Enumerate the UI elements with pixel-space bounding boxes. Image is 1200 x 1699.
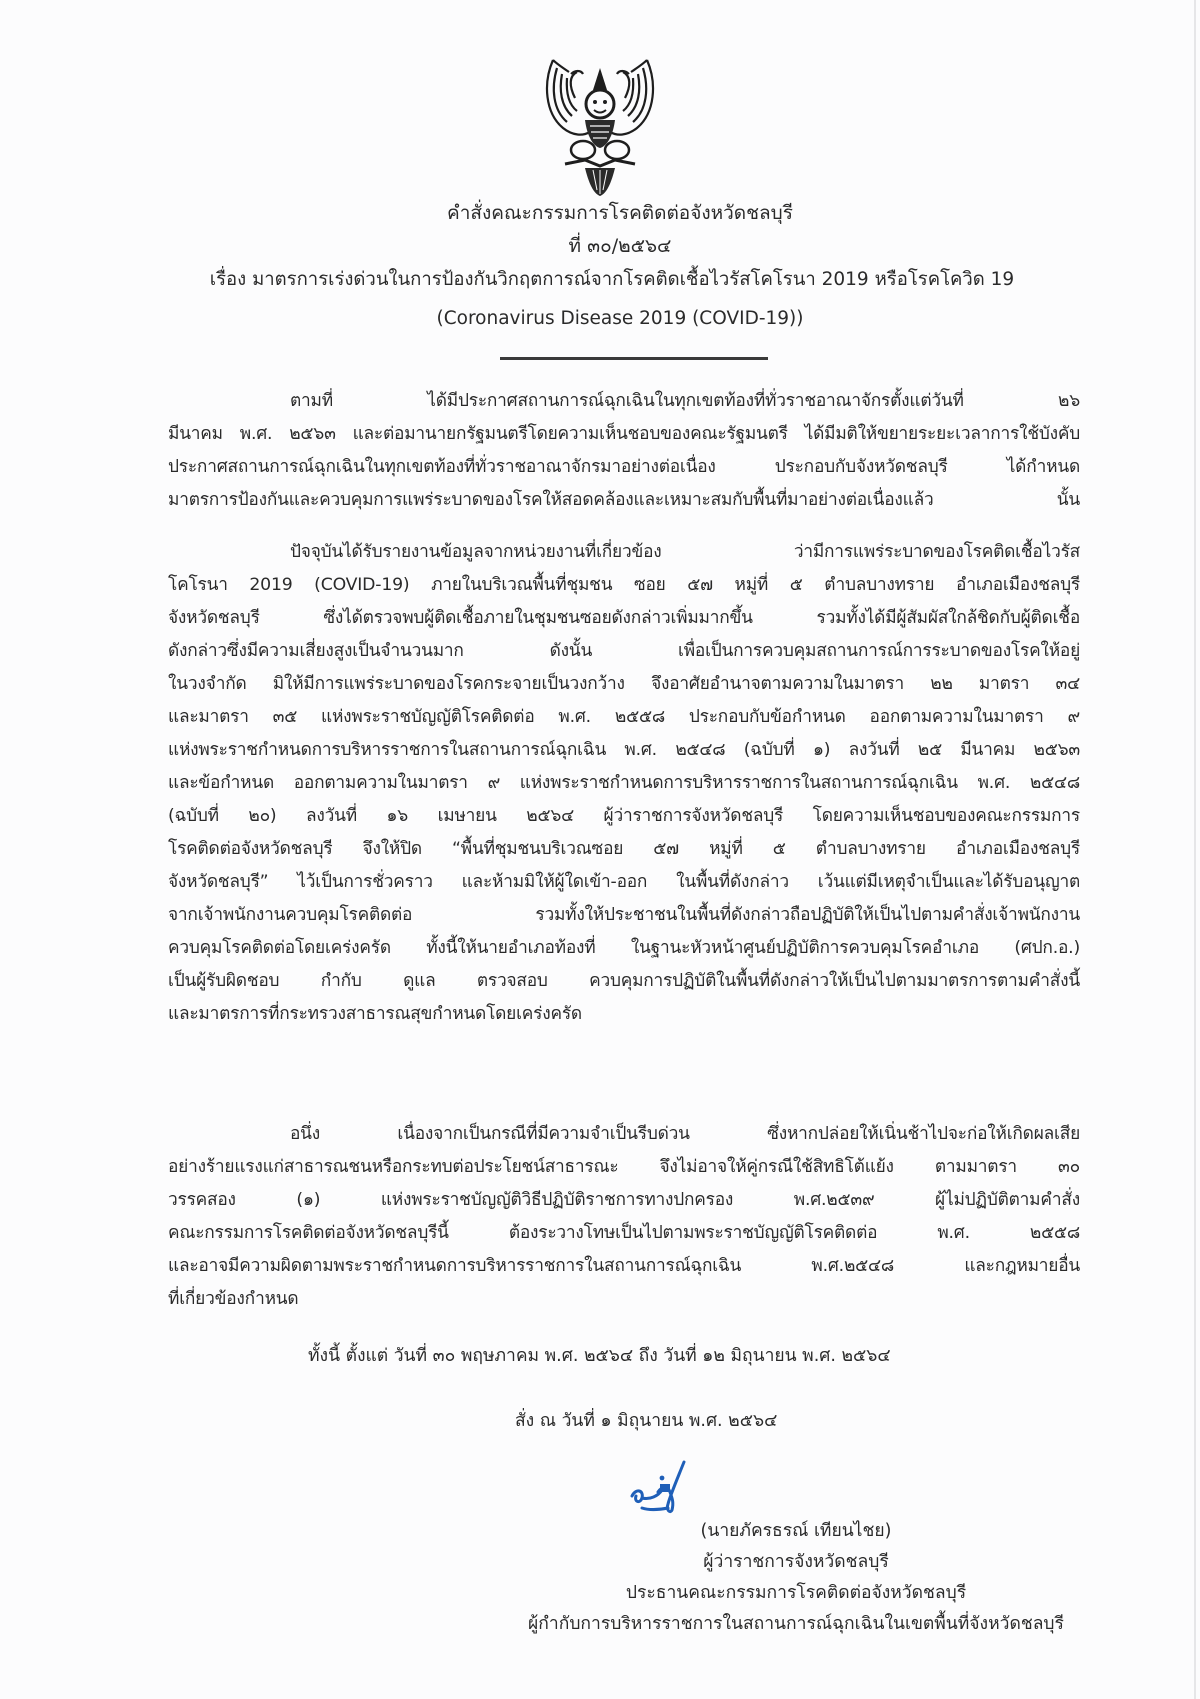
garuda-emblem-icon: [535, 28, 665, 198]
paragraph-line: วรรคสอง (๑) แห่งพระราชบัญญัติวิธีปฏิบัติราชการทางปกครอง พ.ศ.๒๕๓๙ ผู้ไม่ปฏิบัติตามคำสั่ง: [168, 1190, 1080, 1210]
signatory-block: [426, 1516, 1166, 1640]
paragraph-line: ที่เกี่ยวข้องกำหนด: [168, 1289, 299, 1309]
paragraph-line: มาตรการป้องกันและควบคุมการแพร่ระบาดของโรคให้สอดคล้องและเหมาะสมกับพื้นที่มาอย่างต่อเนื่องแล้ว นั้น: [168, 490, 1080, 510]
order-number: ที่ ๓๐/๒๕๖๔: [568, 235, 672, 257]
paragraph-line: ดังกล่าวซึ่งมีความเสี่ยงสูงเป็นจำนวนมาก ดังนั้น เพื่อเป็นการควบคุมสถานการณ์การระบาดของโรคให้อยู่: [168, 641, 1080, 661]
paragraph-line: จากเจ้าพนักงานควบคุมโรคติดต่อ รวมทั้งให้ประชาชนในพื้นที่ดังกล่าวถือปฏิบัติให้เป็นไปตามคำสั่งเจ้าพนักงาน: [168, 905, 1080, 925]
paragraph-line: ปัจจุบันได้รับรายงานข้อมูลจากหน่วยงานที่เกี่ยวข้อง ว่ามีการแพร่ระบาดของโรคติดเชื้อไวรัส: [290, 542, 1080, 562]
paragraph-line: และมาตรการที่กระทรวงสาธารณสุขกำหนดโดยเคร่งครัด: [168, 1004, 582, 1024]
paragraph-line: (ฉบับที่ ๒๐) ลงวันที่ ๑๖ เมษายน ๒๕๖๔ ผู้ว่าราชการจังหวัดชลบุรี โดยความเห็นชอบของคณะกรรมการ: [168, 806, 1080, 826]
paragraph-line: จังหวัดชลบุรี ซึ่งได้ตรวจพบผู้ติดเชื้อภายในชุมชนซอยดังกล่าวเพิ่มมากขึ้น รวมทั้งได้มีผู้สัมผัสใกล้ชิดกับผู้ติดเชื้อ: [168, 608, 1080, 628]
order-date: สั่ง ณ วันที่ ๑ มิถุนายน พ.ศ. ๒๕๖๔: [515, 1411, 778, 1431]
paragraph-line: อนึ่ง เนื่องจากเป็นกรณีที่มีความจำเป็นรีบด่วน ซึ่งหากปล่อยให้เนิ่นช้าไปจะก่อให้เกิดผลเสีย: [290, 1124, 1080, 1144]
paragraph-line: และข้อกำหนด ออกตามความในมาตรา ๙ แห่งพระราชกำหนดการบริหารราชการในสถานการณ์ฉุกเฉิน พ.ศ. ๒๕๔๘: [168, 773, 1080, 793]
signatory-name: (นายภัครธรณ์ เทียนไชย): [700, 1521, 892, 1541]
paragraph-line: มีนาคม พ.ศ. ๒๕๖๓ และต่อมานายกรัฐมนตรีโดยความเห็นชอบของคณะรัฐมนตรี ได้มีมติให้ขยายระยะเวลาการใช้บังคับ: [168, 424, 1080, 444]
paragraph-line: อย่างร้ายแรงแก่สาธารณชนหรือกระทบต่อประโยชน์สาธารณะ จึงไม่อาจให้คู่กรณีใช้สิทธิโต้แย้ง ตามมาตรา ๓๐: [168, 1157, 1080, 1177]
paragraph-line: และอาจมีความผิดตามพระราชกำหนดการบริหารราชการในสถานการณ์ฉุกเฉิน พ.ศ.๒๕๔๘ และกฎหมายอื่น: [168, 1256, 1080, 1276]
order-subject: เรื่อง มาตรการเร่งด่วนในการป้องกันวิกฤตการณ์จากโรคติดเชื้อไวรัสโคโรนา 2019 หรือโรคโควิด 19: [209, 269, 1015, 290]
paragraph-line: ควบคุมโรคติดต่อโดยเคร่งครัด ทั้งนี้ให้นายอำเภอท้องที่ ในฐานะหัวหน้าศูนย์ปฏิบัติการควบคุมโรคอำเภอ (ศปก.อ.): [168, 938, 1080, 958]
paragraph-line: และมาตรา ๓๕ แห่งพระราชบัญญัติโรคติดต่อ พ.ศ. ๒๕๕๘ ประกอบกับข้อกำหนด ออกตามความในมาตรา ๙: [168, 707, 1080, 727]
signatory-position-governor: ผู้ว่าราชการจังหวัดชลบุรี: [703, 1552, 889, 1572]
signatory-position-emergency: ผู้กำกับการบริหารราชการในสถานการณ์ฉุกเฉินในเขตพื้นที่จังหวัดชลบุรี: [528, 1614, 1064, 1634]
signatory-position-chairman: ประธานคณะกรรมการโรคติดต่อจังหวัดชลบุรี: [625, 1583, 967, 1603]
paragraph-background: [168, 385, 1080, 517]
paragraph-line: โรคติดต่อจังหวัดชลบุรี จึงให้ปิด “พื้นที่ชุมชนบริเวณซอย ๕๗ หมู่ที่ ๕ ตำบลบางทราย อำเภอเมืองชลบุรี: [168, 839, 1080, 859]
paragraph-line: ประกาศสถานการณ์ฉุกเฉินในทุกเขตท้องที่ทั่วราชอาณาจักรมาอย่างต่อเนื่อง ประกอบกับจังหวัดชลบุรี ได้กำหนด: [168, 457, 1080, 477]
paragraph-urgency-penalty: [168, 1118, 1080, 1316]
paragraph-current-situation: [168, 536, 1080, 1031]
paragraph-line: คณะกรรมการโรคติดต่อจังหวัดชลบุรีนี้ ต้องระวางโทษเป็นไปตามพระราชบัญญัติโรคติดต่อ พ.ศ. ๒๕๕๘: [168, 1223, 1080, 1243]
header-divider: [500, 357, 768, 360]
paragraph-line: ตามที่ ได้มีประกาศสถานการณ์ฉุกเฉินในทุกเขตท้องที่ทั่วราชอาณาจักรตั้งแต่วันที่ ๒๖: [290, 391, 1080, 411]
paragraph-line: โคโรนา 2019 (COVID-19) ภายในบริเวณพื้นที่ชุมชน ซอย ๕๗ หมู่ที่ ๕ ตำบลบางทราย อำเภอเมืองชลบุรี: [168, 575, 1080, 595]
paragraph-line: แห่งพระราชกำหนดการบริหารราชการในสถานการณ์ฉุกเฉิน พ.ศ. ๒๕๔๘ (ฉบับที่ ๑) ลงวันที่ ๒๕ มีนาคม ๒๕๖๓: [168, 740, 1080, 760]
effective-period: ทั้งนี้ ตั้งแต่ วันที่ ๓๐ พฤษภาคม พ.ศ. ๒๕๖๔ ถึง วันที่ ๑๒ มิถุนายน พ.ศ. ๒๕๖๔: [308, 1346, 891, 1366]
paragraph-line: ในวงจำกัด มิให้มีการแพร่ระบาดของโรคกระจายเป็นวงกว้าง จึงอาศัยอำนาจตามความในมาตรา ๒๒ มาตรา ๓๔: [168, 674, 1080, 694]
signature-icon: [628, 1452, 698, 1517]
paragraph-line: เป็นผู้รับผิดชอบ กำกับ ดูแล ตรวจสอบ ควบคุมการปฏิบัติในพื้นที่ดังกล่าวให้เป็นไปตามมาตรการตามคำสั่งนี้: [168, 971, 1080, 991]
order-subject-english: (Coronavirus Disease 2019 (COVID-19)): [436, 308, 804, 329]
paragraph-line: จังหวัดชลบุรี” ไว้เป็นการชั่วคราว และห้ามมิให้ผู้ใดเข้า-ออก ในพื้นที่ดังกล่าว เว้นแต่มีเหตุจำเป็นและได้รับอนุญาต: [168, 872, 1080, 892]
order-title: คำสั่งคณะกรรมการโรคติดต่อจังหวัดชลบุรี: [447, 202, 793, 224]
